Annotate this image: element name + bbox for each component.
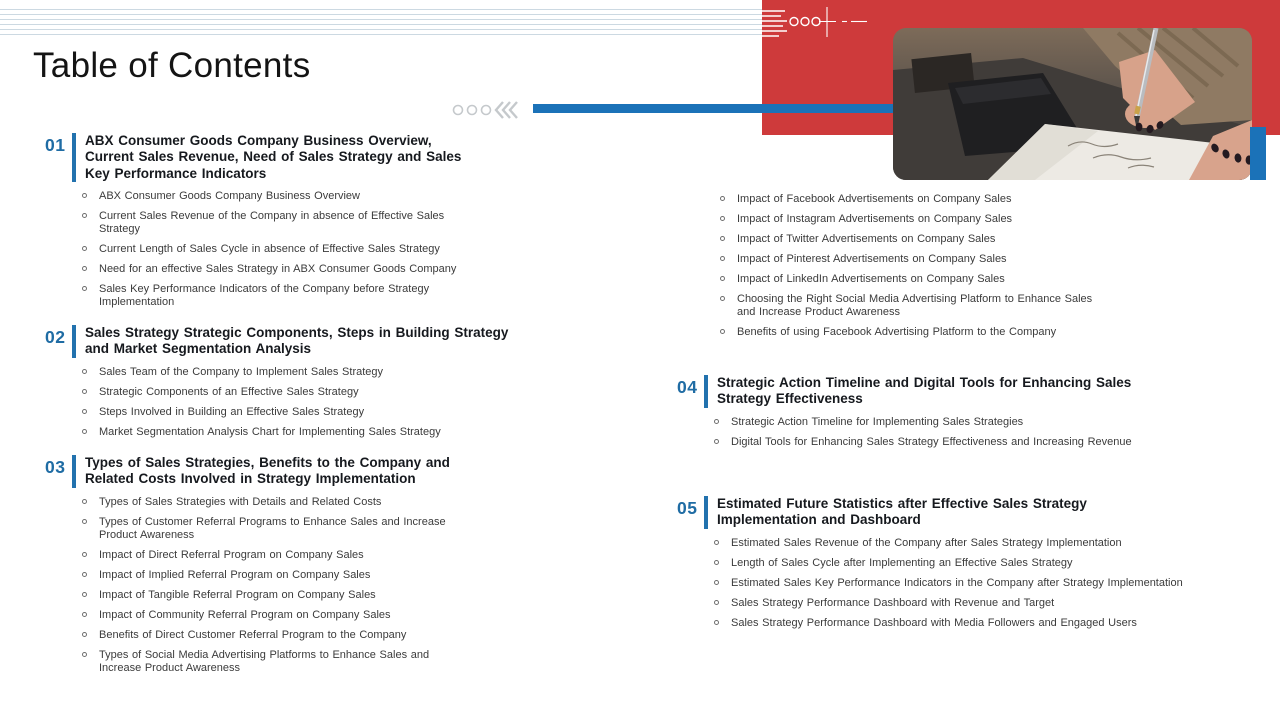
bullet-text: Digital Tools for Enhancing Sales Strategy Effectiveness and Increasing Revenue [731,435,1132,448]
bullet-text: Current Length of Sales Cycle in absence of Effective Sales Strategy [99,243,440,256]
toc-bullet-item[interactable] [720,233,1102,246]
bullet-text: Length of Sales Cycle after Implementing an Effective Sales Strategy [731,556,1073,569]
bullet-list [692,193,1102,339]
bullet-text: Sales Strategy Performance Dashboard with Revenue and Target [731,596,1055,609]
toc-section-05 [677,496,1189,637]
section-number: 01 [45,135,66,155]
section-body [72,455,457,682]
toc-bullet-item[interactable] [82,190,465,203]
toc-bullet-item[interactable] [82,496,457,509]
circle-bullet-icon [720,196,725,201]
toc-bullet-item[interactable] [82,210,465,236]
toc-bullet-item[interactable] [720,193,1102,206]
bullet-text: Market Segmentation Analysis Chart for Implementing Sales Strategy [99,425,441,438]
circle-bullet-icon [720,216,725,221]
toc-bullet-item[interactable] [714,416,1132,429]
toc-section-01 [45,133,465,316]
bullet-text: Impact of Facebook Advertisements on Company Sales [737,193,1012,205]
bullet-text: Impact of Community Referral Program on Company Sales [99,608,391,621]
toc-bullet-item[interactable] [82,406,515,419]
bullet-list [704,537,1189,630]
bullet-list [72,496,457,675]
bullet-text: Impact of LinkedIn Advertisements on Company Sales [737,272,1005,285]
circle-bullet-icon [714,560,719,565]
section-heading[interactable]: ABX Consumer Goods Company Business Overview, Current Sales Revenue, Need of Sales Strategy and Sales Key Performance Indicators [72,133,465,182]
section-body [72,325,515,446]
bullet-text: Impact of Pinterest Advertisements on Company Sales [737,252,1007,265]
bullet-text: Benefits of using Facebook Advertising Platform to the Company [737,325,1057,338]
bullet-text: Strategic Components of an Effective Sales Strategy [99,385,359,398]
circle-bullet-icon [82,499,87,504]
section-number: 05 [677,498,698,518]
circle-bullet-icon [714,580,719,585]
bullet-text: Types of Sales Strategies with Details and Related Costs [99,495,382,508]
toc-bullet-item[interactable] [714,436,1132,449]
circle-bullet-icon [720,256,725,261]
circle-bullet-icon [82,429,87,434]
toc-bullet-item[interactable] [82,426,515,439]
toc-bullet-item[interactable] [720,273,1102,286]
section-number: 02 [45,327,66,347]
circle-bullet-icon [82,193,87,198]
toc-bullet-item[interactable] [82,243,465,256]
section-heading[interactable]: Estimated Future Statistics after Effective Sales Strategy Implementation and Dashboard [704,496,1189,529]
toc-bullet-item[interactable] [82,589,457,602]
circle-bullet-icon [82,286,87,291]
lines-circles-plus-icon [757,3,869,43]
circle-bullet-icon [82,519,87,524]
toc-bullet-item[interactable] [714,597,1189,610]
circle-bullet-icon [82,266,87,271]
toc-bullet-item[interactable] [720,213,1102,226]
bullet-list [704,416,1132,449]
section-heading[interactable]: Types of Sales Strategies, Benefits to the Company and Related Costs Involved in Strategy Implementation [72,455,457,488]
circle-bullet-icon [720,329,725,334]
bullet-text: Strategic Action Timeline for Implementing Sales Strategies [731,415,1024,428]
toc-section-04 [677,375,1132,456]
section-body [72,133,465,316]
bullet-list [72,366,515,439]
circle-bullet-icon [82,612,87,617]
toc-bullet-item[interactable] [720,293,1102,319]
circle-bullet-icon [714,419,719,424]
circle-bullet-icon [82,409,87,414]
toc-bullet-item[interactable] [82,549,457,562]
circle-bullet-icon [82,213,87,218]
toc-bullet-item[interactable] [82,386,515,399]
circles-chevrons-icon [450,101,520,119]
page-title: Table of Contents [33,46,311,85]
circle-bullet-icon [82,652,87,657]
circle-bullet-icon [714,540,719,545]
toc-section-03-continued [692,193,1102,346]
circle-bullet-icon [82,632,87,637]
bullet-text: Need for an effective Sales Strategy in ABX Consumer Goods Company [99,263,457,276]
circle-bullet-icon [82,592,87,597]
bullet-text: Current Sales Revenue of the Company in absence of Effective Sales Strategy [99,210,445,236]
toc-bullet-item[interactable] [714,557,1189,570]
bullet-text: Impact of Direct Referral Program on Company Sales [99,548,364,561]
toc-section-02 [45,325,515,446]
circle-bullet-icon [714,620,719,625]
section-heading[interactable]: Strategic Action Timeline and Digital Tools for Enhancing Sales Strategy Effectiveness [704,375,1132,408]
toc-bullet-item[interactable] [714,577,1189,590]
toc-bullet-item[interactable] [82,649,457,675]
toc-section-03 [45,455,457,682]
bullet-text: Estimated Sales Key Performance Indicators in the Company after Strategy Implementation [731,576,1183,589]
toc-bullet-item[interactable] [82,283,465,309]
toc-bullet-item[interactable] [714,537,1189,550]
bullet-list [72,190,465,309]
section-heading[interactable]: Sales Strategy Strategic Components, Steps in Building Strategy and Market Segmentation Analysis [72,325,515,358]
bullet-text: Impact of Tangible Referral Program on Company Sales [99,588,376,601]
circle-bullet-icon [82,552,87,557]
toc-bullet-item[interactable] [714,617,1189,630]
toc-bullet-item[interactable] [720,253,1102,266]
section-number: 03 [45,457,66,477]
bullet-text: Types of Customer Referral Programs to Enhance Sales and Increase Product Awareness [99,515,446,541]
bullet-text: Steps Involved in Building an Effective Sales Strategy [99,405,365,418]
bullet-text: Types of Social Media Advertising Platforms to Enhance Sales and Increase Product Awareness [99,648,430,674]
circle-bullet-icon [82,389,87,394]
toc-bullet-item[interactable] [82,629,457,642]
circle-bullet-icon [720,296,725,301]
bullet-text: Impact of Implied Referral Program on Company Sales [99,568,371,581]
bullet-text: Sales Team of the Company to Implement Sales Strategy [99,365,384,378]
circle-bullet-icon [714,600,719,605]
bullet-text: Sales Key Performance Indicators of the Company before Strategy Implementation [99,283,430,309]
section-body [704,496,1189,637]
circle-bullet-icon [82,246,87,251]
toc-bullet-item[interactable] [720,326,1102,339]
circle-bullet-icon [714,439,719,444]
toc-bullet-item[interactable] [82,516,457,542]
section-body [704,375,1132,456]
bullet-text: Benefits of Direct Customer Referral Program to the Company [99,628,407,641]
circle-bullet-icon [82,572,87,577]
circle-bullet-icon [720,276,725,281]
toc-bullet-item[interactable] [82,263,465,276]
bullet-text: Impact of Instagram Advertisements on Company Sales [737,212,1013,225]
bullet-text: Impact of Twitter Advertisements on Company Sales [737,232,996,245]
blue-accent-tab [1250,127,1266,180]
bullet-text: Estimated Sales Revenue of the Company after Sales Strategy Implementation [731,536,1122,549]
section-number: 04 [677,377,698,397]
blue-divider-bar [533,104,894,113]
bullet-text: Choosing the Right Social Media Advertising Platform to Enhance Sales and Increase Product Awareness [737,292,1093,318]
toc-bullet-item[interactable] [82,569,457,582]
circle-bullet-icon [82,369,87,374]
toc-bullet-item[interactable] [82,366,515,379]
thin-horizontal-lines-decoration [0,9,762,36]
circle-bullet-icon [720,236,725,241]
toc-bullet-item[interactable] [82,609,457,622]
bullet-text: Sales Strategy Performance Dashboard with Media Followers and Engaged Users [731,616,1137,629]
hand-writing-photo [893,28,1252,180]
section-body [692,193,1102,346]
bullet-text: ABX Consumer Goods Company Business Overview [99,190,360,203]
